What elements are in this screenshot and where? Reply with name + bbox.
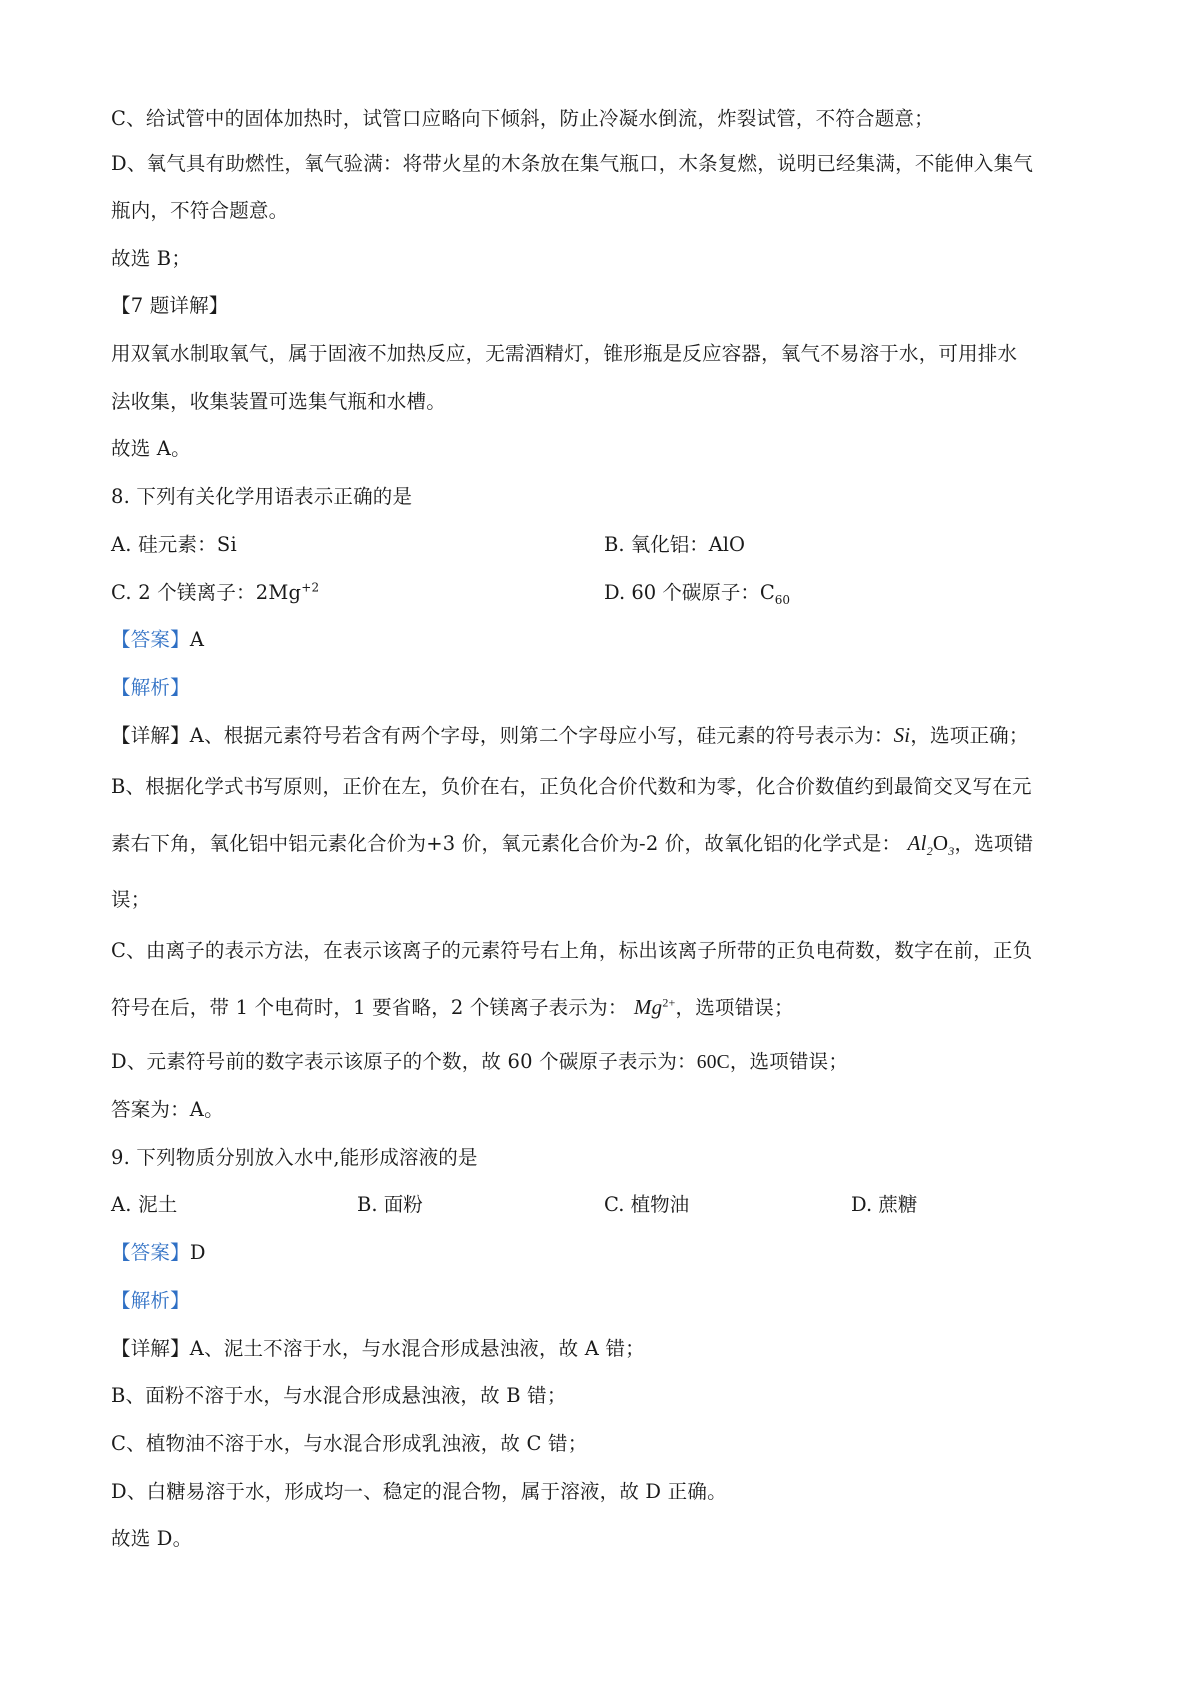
q9-final: 故选 D。 xyxy=(111,1527,193,1550)
q8-option-c-text: C. 2 个镁离子：2Mg xyxy=(111,581,302,604)
q8-analysis-label: 【解析】 xyxy=(111,676,190,699)
q8-detail-b-2 xyxy=(111,829,1033,858)
formula-sub-3: 3 xyxy=(948,844,955,859)
q8-detail-d-math: 60C xyxy=(696,1052,730,1073)
q9-detail-a: 【详解】A、泥土不溶于水，与水混合形成悬浊液，故 A 错； xyxy=(111,1337,645,1360)
q8-detail-a-math: Si xyxy=(893,723,911,747)
q8-option-d xyxy=(604,579,790,607)
q9-detail-b: B、面粉不溶于水，与水混合形成悬浊液，故 B 错； xyxy=(111,1384,567,1407)
q8-answer xyxy=(111,626,204,654)
text-line-d-oxygen-1: D、氧气具有助燃性，氧气验满：将带火星的木条放在集气瓶口，木条复燃，说明已经集满，不能伸入集气 xyxy=(111,152,1034,175)
text-line-c-heat: C、给试管中的固体加热时，试管口应略向下倾斜，防止冷凝水倒流，炸裂试管，不符合题意； xyxy=(111,107,934,130)
q8-detail-b-1: B、根据化学式书写原则，正价在左，负价在右，正负化合价代数和为零，化合价数值约到最简交叉写在元 xyxy=(111,775,1032,798)
q8-final: 答案为：A。 xyxy=(111,1098,224,1121)
q8-option-c-sup: +2 xyxy=(301,580,320,595)
q8-detail-b-3: 误； xyxy=(111,888,151,911)
q7-text-2: 法收集，收集装置可选集气瓶和水槽。 xyxy=(111,390,446,413)
text-line-d-oxygen-2: 瓶内，不符合题意。 xyxy=(111,199,289,222)
q8-detail-c-2-post: ，选项错误； xyxy=(675,996,794,1019)
q9-option-b: B. 面粉 xyxy=(357,1193,423,1216)
q8-option-d-sub: 60 xyxy=(774,592,791,607)
q8-detail-d-post: ，选项错误； xyxy=(729,1050,849,1073)
q9-option-d: D. 蔗糖 xyxy=(851,1193,918,1216)
q8-detail-a xyxy=(111,721,1029,750)
q8-stem: 8. 下列有关化学用语表示正确的是 xyxy=(111,485,413,508)
q8-detail-c-2 xyxy=(111,993,794,1022)
q8-detail-a-pre: 【详解】A、根据元素符号若含有两个字母，则第二个字母应小写，硅元素的符号表示为： xyxy=(111,724,894,747)
q9-option-a: A. 泥土 xyxy=(111,1193,178,1216)
q9-analysis-label: 【解析】 xyxy=(111,1289,190,1312)
q8-detail-d-pre: D、元素符号前的数字表示该原子的个数，故 60 个碳原子表示为： xyxy=(111,1050,697,1073)
q9-answer-value: D xyxy=(189,1241,206,1264)
q8-detail-b-2-pre: 素右下角，氧化铝中铝元素化合价为+3 价，氧元素化合价为-2 价，故氧化铝的化学式是： xyxy=(111,832,902,855)
q8-detail-b-2-post: ，选项错 xyxy=(954,832,1034,855)
q7-choose-a: 故选 A。 xyxy=(111,437,191,460)
text-line-choose-b: 故选 B； xyxy=(111,247,192,270)
q8-formula-mg-sup: 2+ xyxy=(662,995,676,1010)
q8-option-a: A. 硅元素：Si xyxy=(111,533,237,556)
q9-answer-label: 【答案】 xyxy=(111,1241,190,1264)
q9-stem: 9. 下列物质分别放入水中,能形成溶液的是 xyxy=(111,1146,478,1169)
q8-answer-value: A xyxy=(189,628,205,651)
q8-formula-mg: Mg xyxy=(633,995,663,1019)
formula-al: Al xyxy=(907,831,927,855)
formula-sub-2: 2 xyxy=(926,844,933,859)
q7-text-1: 用双氧水制取氧气，属于固液不加热反应，无需酒精灯，锥形瓶是反应容器，氧气不易溶于水，可用排水 xyxy=(111,342,1018,365)
q9-detail-c: C、植物油不溶于水，与水混合形成乳浊液，故 C 错； xyxy=(111,1432,588,1455)
q8-detail-d xyxy=(111,1048,848,1077)
q8-detail-a-post: ，选项正确； xyxy=(910,724,1029,747)
q9-answer xyxy=(111,1239,206,1267)
q8-option-c xyxy=(111,579,319,607)
q8-option-b: B. 氧化铝：AlO xyxy=(604,533,746,556)
q8-detail-c-2-pre: 符号在后，带 1 个电荷时，1 要省略，2 个镁离子表示为： xyxy=(111,996,628,1019)
q8-option-d-text: D. 60 个碳原子：C xyxy=(604,581,775,604)
q7-header: 【7 题详解】 xyxy=(111,294,229,317)
q8-detail-c-1: C、由离子的表示方法，在表示该离子的元素符号右上角，标出该离子所带的正负电荷数，数字在前，正负 xyxy=(111,939,1033,962)
formula-o: O xyxy=(932,831,949,855)
q9-detail-d: D、白糖易溶于水，形成均一、稳定的混合物，属于溶液，故 D 正确。 xyxy=(111,1480,727,1503)
q8-formula-al2o3 xyxy=(907,831,955,859)
q9-option-c: C. 植物油 xyxy=(604,1193,690,1216)
q8-answer-label: 【答案】 xyxy=(111,628,190,651)
